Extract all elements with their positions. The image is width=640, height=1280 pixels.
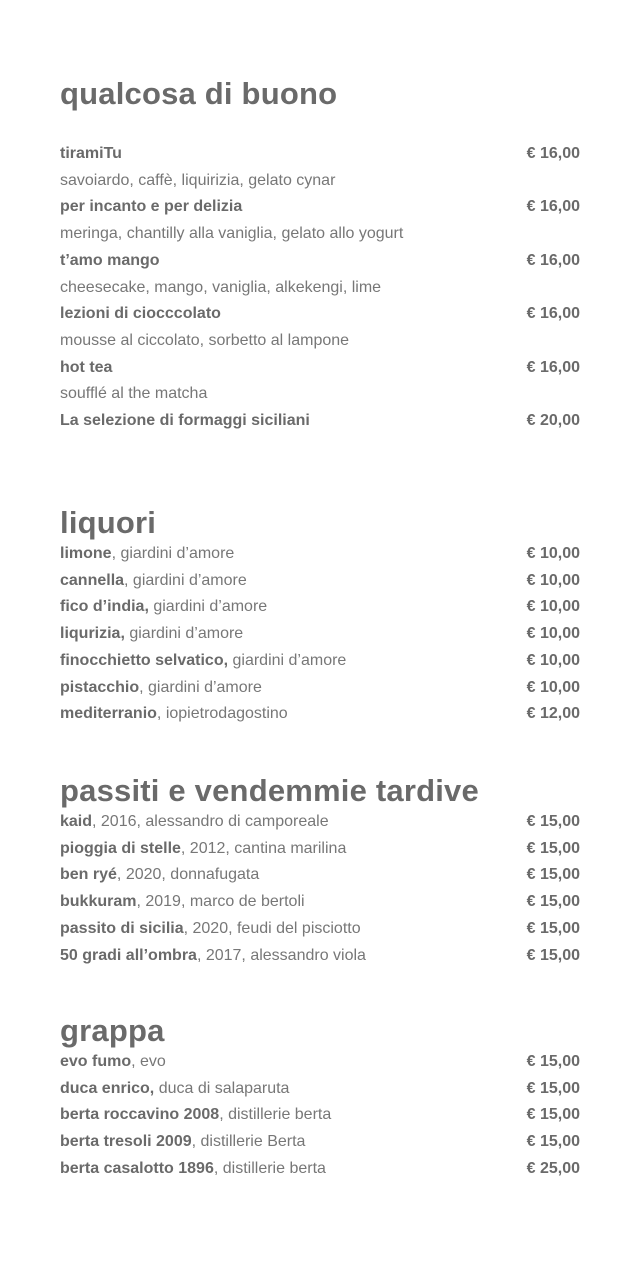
item-price: € 25,00 bbox=[526, 1159, 580, 1177]
item-price: € 15,00 bbox=[526, 919, 580, 937]
item-detail: duca di salaparuta bbox=[154, 1079, 290, 1097]
item-detail: , 2017, alessandro viola bbox=[196, 946, 366, 964]
item-detail: , 2020, donnafugata bbox=[116, 866, 260, 884]
item-price: € 15,00 bbox=[526, 946, 580, 964]
item-name: cannella bbox=[60, 571, 125, 589]
liquori-list bbox=[60, 541, 580, 728]
menu-item bbox=[60, 675, 580, 702]
item-price: € 16,00 bbox=[526, 198, 580, 216]
item-detail: , giardini d’amore bbox=[111, 545, 235, 562]
menu-item bbox=[60, 1076, 580, 1103]
item-detail: , iopietrodagostino bbox=[156, 705, 288, 723]
item-price: € 20,00 bbox=[526, 412, 580, 430]
item-name: finocchietto selvatico, bbox=[60, 651, 229, 669]
item-price: € 15,00 bbox=[526, 1079, 580, 1097]
item-price: € 15,00 bbox=[526, 1133, 580, 1151]
item-description: soufflé al the matcha bbox=[60, 385, 208, 403]
item-name: pioggia di stelle bbox=[60, 839, 181, 857]
item-detail: giardini d’amore bbox=[124, 625, 244, 643]
item-price: € 10,00 bbox=[526, 625, 580, 643]
item-name: La selezione di formaggi siciliani bbox=[60, 412, 310, 430]
item-name: berta roccavino 2008 bbox=[60, 1106, 220, 1124]
menu-item bbox=[60, 862, 580, 889]
menu-item bbox=[60, 1102, 580, 1129]
dessert-list bbox=[60, 141, 580, 435]
item-price: € 15,00 bbox=[526, 1053, 580, 1070]
passiti-section bbox=[60, 773, 580, 969]
item-name: limone bbox=[60, 545, 112, 562]
menu-item bbox=[60, 301, 580, 328]
item-description: cheesecake, mango, vaniglia, alkekengi, lime bbox=[60, 278, 382, 296]
item-detail: , distillerie Berta bbox=[191, 1133, 306, 1151]
item-price: € 12,00 bbox=[526, 705, 580, 723]
grappa-section bbox=[60, 1013, 580, 1183]
dessert-section bbox=[60, 76, 580, 435]
item-price: € 16,00 bbox=[526, 358, 580, 376]
menu-item bbox=[60, 1129, 580, 1156]
item-price: € 15,00 bbox=[526, 813, 580, 830]
item-name: evo fumo bbox=[60, 1053, 132, 1070]
item-price: € 10,00 bbox=[526, 678, 580, 696]
menu-item bbox=[60, 194, 580, 221]
item-price: € 15,00 bbox=[526, 866, 580, 884]
menu-item bbox=[60, 701, 580, 728]
item-detail: , evo bbox=[131, 1053, 166, 1070]
item-detail: , distillerie berta bbox=[219, 1106, 332, 1124]
passiti-list bbox=[60, 809, 580, 969]
item-name: liqurizia, bbox=[60, 625, 125, 643]
item-price: € 10,00 bbox=[526, 545, 580, 562]
menu-item bbox=[60, 568, 580, 595]
item-description: mousse al ciccolato, sorbetto al lampone bbox=[60, 331, 350, 349]
menu-item bbox=[60, 408, 580, 435]
item-name: passito di sicilia bbox=[60, 919, 184, 937]
item-detail: , giardini d’amore bbox=[139, 678, 262, 696]
item-detail: , 2019, marco de bertoli bbox=[136, 893, 305, 911]
menu-item bbox=[60, 594, 580, 621]
item-detail: , 2012, cantina marilina bbox=[180, 839, 347, 857]
item-detail: , 2020, feudi del pisciotto bbox=[183, 919, 361, 937]
liquori-section bbox=[60, 505, 580, 728]
item-name: t’amo mango bbox=[60, 251, 160, 269]
menu-item bbox=[60, 355, 580, 382]
menu-item bbox=[60, 1049, 580, 1076]
item-name: fico d’india, bbox=[60, 598, 149, 616]
item-name: ben ryé bbox=[60, 866, 117, 884]
item-name: pistacchio bbox=[60, 678, 140, 696]
item-price: € 16,00 bbox=[526, 145, 580, 162]
item-description: savoiardo, caffè, liquirizia, gelato cynar bbox=[60, 171, 336, 189]
item-price: € 16,00 bbox=[526, 305, 580, 323]
section-title-grappa: grappa bbox=[60, 1013, 165, 1048]
item-price: € 15,00 bbox=[526, 893, 580, 911]
item-name: lezioni di ciocccolato bbox=[60, 305, 221, 323]
menu-item bbox=[60, 621, 580, 648]
item-detail: , 2016, alessandro di camporeale bbox=[92, 813, 329, 830]
item-name: mediterranio bbox=[60, 705, 157, 723]
section-title-dessert: qualcosa di buono bbox=[60, 76, 338, 111]
item-description: meringa, chantilly alla vaniglia, gelato allo yogurt bbox=[60, 225, 404, 243]
menu-item bbox=[60, 916, 580, 943]
item-detail: giardini d’amore bbox=[228, 651, 347, 669]
menu-item bbox=[60, 1156, 580, 1183]
menu-item bbox=[60, 248, 580, 275]
item-price: € 10,00 bbox=[526, 598, 580, 616]
menu-item bbox=[60, 141, 580, 168]
menu-item bbox=[60, 648, 580, 675]
menu-item bbox=[60, 943, 580, 970]
item-name: per incanto e per delizia bbox=[60, 198, 243, 216]
grappa-list bbox=[60, 1049, 580, 1183]
item-price: € 15,00 bbox=[526, 1106, 580, 1124]
item-name: duca enrico, bbox=[60, 1079, 155, 1097]
item-price: € 10,00 bbox=[526, 651, 580, 669]
item-name: kaid bbox=[60, 813, 93, 830]
item-name: berta tresoli 2009 bbox=[60, 1133, 192, 1151]
item-name: bukkuram bbox=[60, 893, 137, 911]
menu-item bbox=[60, 836, 580, 863]
menu-item bbox=[60, 809, 580, 836]
item-detail: giardini d’amore bbox=[148, 598, 268, 616]
item-name: 50 gradi all’ombra bbox=[60, 946, 197, 964]
item-name: berta casalotto 1896 bbox=[60, 1159, 214, 1177]
item-price: € 15,00 bbox=[526, 839, 580, 857]
section-title-liquori: liquori bbox=[60, 505, 157, 540]
item-price: € 10,00 bbox=[526, 571, 580, 589]
section-title-passiti: passiti e vendemmie tardive bbox=[60, 773, 479, 808]
item-name: tiramiTu bbox=[60, 145, 122, 162]
item-price: € 16,00 bbox=[526, 251, 580, 269]
item-name: hot tea bbox=[60, 358, 113, 376]
menu-item bbox=[60, 889, 580, 916]
item-detail: , giardini d’amore bbox=[124, 571, 247, 589]
menu-item bbox=[60, 541, 580, 568]
item-detail: , distillerie berta bbox=[213, 1159, 326, 1177]
